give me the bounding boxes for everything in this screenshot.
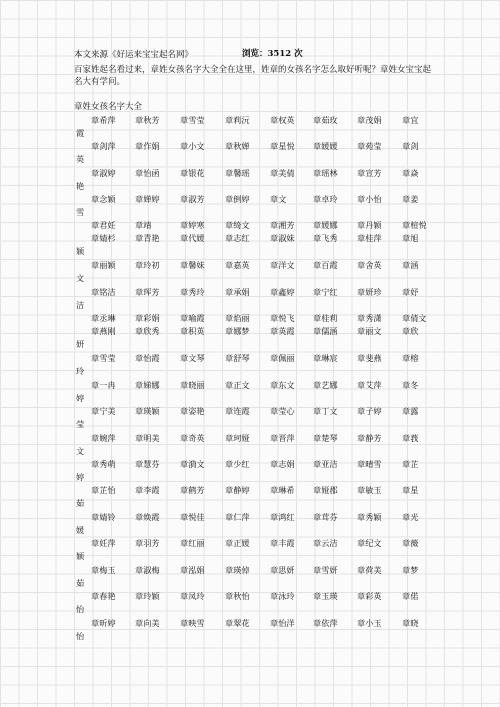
name-entry: 章鹤芳 xyxy=(180,485,205,495)
name-entry: 章楚琴 xyxy=(313,433,338,443)
name-entry: 章娜梦 xyxy=(225,326,250,336)
name-entry: 章代媛 xyxy=(180,233,205,243)
name-entry: 章婷寒 xyxy=(180,220,205,230)
name-entry: 章秀萌 xyxy=(91,459,116,469)
name-entry: 章馨瑶 xyxy=(225,168,250,178)
name-entry: 章怡函 xyxy=(135,168,160,178)
name-entry: 章茂娟 xyxy=(357,115,382,125)
name-entry: 章娣娜 xyxy=(135,380,160,390)
name-entry: 章志红 xyxy=(225,233,250,243)
name-entry: 章彩娟 xyxy=(135,313,160,323)
name-entry: 章舍英 xyxy=(357,260,382,270)
name-entry: 章涵 xyxy=(402,260,419,270)
name-entry: 章梦 xyxy=(402,565,419,575)
name-entry: 章玲初 xyxy=(135,260,160,270)
source-line: 本文来源《好运来宝宝起名网》 xyxy=(74,50,194,60)
name-entry: 章焕霞 xyxy=(135,512,160,522)
name-entry: 章念颖 xyxy=(91,194,116,204)
name-entry: 章积英 xyxy=(180,326,205,336)
name-entry: 章姜 xyxy=(402,194,419,204)
name-wrap-char: 洁 xyxy=(76,300,85,310)
name-entry: 章正文 xyxy=(225,380,250,390)
name-entry: 章志娟 xyxy=(270,459,295,469)
name-entry: 章雪妍 xyxy=(313,565,338,575)
name-entry: 章作娟 xyxy=(135,141,160,151)
name-wrap-char: 颖 xyxy=(76,246,85,256)
name-entry: 章东文 xyxy=(270,380,295,390)
name-entry: 章连霞 xyxy=(225,406,250,416)
name-entry: 章宁红 xyxy=(313,287,338,297)
name-entry: 章莪 xyxy=(402,433,419,443)
name-entry: 章靖 xyxy=(135,220,152,230)
name-entry: 章佩丽 xyxy=(270,353,295,363)
name-entry: 章文琴 xyxy=(180,353,205,363)
name-entry: 章宁美 xyxy=(91,406,116,416)
name-entry: 章婵婷 xyxy=(135,194,160,204)
name-entry: 章焰丽 xyxy=(225,313,250,323)
name-entry: 章敏玉 xyxy=(357,485,382,495)
name-entry: 章仁萍 xyxy=(225,512,250,522)
name-entry: 章英霞 xyxy=(270,326,295,336)
name-entry: 章红丽 xyxy=(180,538,205,548)
name-entry: 章彩英 xyxy=(357,591,382,601)
name-wrap-char: 茹 xyxy=(76,578,85,588)
name-wrap-char: 英 xyxy=(76,154,85,164)
name-entry: 章瑛倬 xyxy=(225,565,250,575)
name-entry: 章星悦 xyxy=(270,141,295,151)
name-entry: 章银花 xyxy=(180,168,205,178)
name-entry: 章秀颖 xyxy=(357,512,382,522)
name-entry: 章儒涵 xyxy=(313,326,338,336)
name-entry: 章静芳 xyxy=(357,433,382,443)
name-wrap-char: 媛 xyxy=(76,525,85,535)
name-entry: 章燕刚 xyxy=(91,326,116,336)
name-entry: 章李霞 xyxy=(135,485,160,495)
name-wrap-char: 颖 xyxy=(76,551,85,561)
name-entry: 章湘芳 xyxy=(270,220,295,230)
name-entry: 章丰霞 xyxy=(270,538,295,548)
name-entry: 章亚洁 xyxy=(313,459,338,469)
name-entry: 章淑芳 xyxy=(180,194,205,204)
name-entry: 章婧铃 xyxy=(91,512,116,522)
name-wrap-char: 怡 xyxy=(76,604,85,614)
name-entry: 章慧芬 xyxy=(135,459,160,469)
name-entry: 章宜 xyxy=(402,115,419,125)
name-entry: 章秀玲 xyxy=(180,287,205,297)
name-entry: 章悦佳 xyxy=(180,512,205,522)
name-wrap-char: 雪 xyxy=(76,207,85,217)
name-entry: 章纪文 xyxy=(357,538,382,548)
name-entry: 章欣 xyxy=(402,326,419,336)
name-entry: 章斐燕 xyxy=(357,353,382,363)
name-entry: 章倩文 xyxy=(402,313,427,323)
name-wrap-char: 婷 xyxy=(76,472,85,482)
name-entry: 章青艳 xyxy=(135,233,160,243)
name-entry: 章偌 xyxy=(402,591,419,601)
name-entry: 章承娟 xyxy=(225,287,250,297)
name-entry: 章剑 xyxy=(402,141,419,151)
name-wrap-char: 茹 xyxy=(76,498,85,508)
name-entry: 章宣芳 xyxy=(357,168,382,178)
name-entry: 章怡洋 xyxy=(270,618,295,628)
name-entry: 章姿艳 xyxy=(180,406,205,416)
name-entry: 章琳宸 xyxy=(313,353,338,363)
name-entry: 章舒琴 xyxy=(225,353,250,363)
name-entry: 章楦悦 xyxy=(402,220,427,230)
name-entry: 章美倩 xyxy=(270,168,295,178)
name-entry: 章丽颖 xyxy=(91,260,116,270)
name-entry: 章莹心 xyxy=(270,406,295,416)
name-wrap-char: 文 xyxy=(76,446,85,456)
name-entry: 章君妊 xyxy=(91,220,116,230)
name-entry: 章剑萍 xyxy=(91,141,116,151)
name-entry: 章丞琳 xyxy=(91,313,116,323)
name-entry: 章云洁 xyxy=(313,538,338,548)
name-entry: 章婉萍 xyxy=(91,433,116,443)
name-wrap-char: 文 xyxy=(76,273,85,283)
name-entry: 章文 xyxy=(270,194,287,204)
name-entry: 章凤玲 xyxy=(180,591,205,601)
name-entry: 章春艳 xyxy=(91,591,116,601)
name-entry: 章正媛 xyxy=(225,538,250,548)
name-entry: 章鑫婷 xyxy=(270,287,295,297)
name-entry: 章昕婷 xyxy=(91,618,116,628)
name-entry: 章芷 xyxy=(402,459,419,469)
name-entry: 章雪莹 xyxy=(180,115,205,125)
name-entry: 章向美 xyxy=(135,618,160,628)
name-entry: 章子婷 xyxy=(357,406,382,416)
name-entry: 章秋婵 xyxy=(225,141,250,151)
name-entry: 章晴雪 xyxy=(357,459,382,469)
name-entry: 章珲芳 xyxy=(135,287,160,297)
name-entry: 章淑妹 xyxy=(270,233,295,243)
name-entry: 章莉沅 xyxy=(225,115,250,125)
name-entry: 章绮文 xyxy=(225,220,250,230)
name-entry: 章明美 xyxy=(135,433,160,443)
name-wrap-char: 婷 xyxy=(76,393,85,403)
name-entry: 章怡霞 xyxy=(135,353,160,363)
section-title: 章姓女孩名字大全 xyxy=(74,102,143,112)
name-entry: 章百霞 xyxy=(313,260,338,270)
name-entry: 章梅玉 xyxy=(91,565,116,575)
name-entry: 章荷美 xyxy=(357,565,382,575)
name-entry: 章欣秀 xyxy=(135,326,160,336)
name-entry: 章妍珍 xyxy=(357,287,382,297)
name-entry: 章映雪 xyxy=(180,618,205,628)
name-entry: 章秀潇 xyxy=(357,313,382,323)
name-entry: 章小文 xyxy=(180,141,205,151)
name-entry: 章晋萍 xyxy=(270,433,295,443)
name-entry: 章淑婷 xyxy=(91,168,116,178)
name-wrap-char: 艳 xyxy=(76,181,85,191)
name-wrap-char: 霞 xyxy=(76,128,85,138)
name-entry: 章艺娜 xyxy=(313,380,338,390)
name-entry: 章羽芳 xyxy=(135,538,160,548)
name-entry: 章薇 xyxy=(402,538,419,548)
name-entry: 章静婷 xyxy=(225,485,250,495)
name-entry: 章馨妹 xyxy=(180,260,205,270)
name-entry: 章瑛颖 xyxy=(135,406,160,416)
name-entry: 章丁文 xyxy=(313,406,338,416)
name-entry: 章嘉英 xyxy=(225,260,250,270)
name-entry: 章小怡 xyxy=(357,194,382,204)
name-entry: 章苑莹 xyxy=(357,141,382,151)
name-entry: 章玲颖 xyxy=(135,591,160,601)
name-entry: 章媛娜 xyxy=(313,220,338,230)
name-entry: 章喻霞 xyxy=(180,313,205,323)
name-entry: 章权英 xyxy=(270,115,295,125)
name-entry: 章艾萍 xyxy=(357,380,382,390)
name-entry: 章思妍 xyxy=(270,565,295,575)
name-entry: 章卓玲 xyxy=(313,194,338,204)
name-wrap-char: 莹 xyxy=(76,419,85,429)
name-entry: 章希萍 xyxy=(91,115,116,125)
name-wrap-char: 玲 xyxy=(76,366,85,376)
name-entry: 章露 xyxy=(402,406,419,416)
view-count: 浏览：3512 次 xyxy=(242,49,303,59)
name-entry: 章泳玲 xyxy=(270,591,295,601)
name-entry: 章铭洁 xyxy=(91,287,116,297)
name-entry: 章翠花 xyxy=(225,618,250,628)
name-entry: 章丽文 xyxy=(357,326,382,336)
name-entry: 章玉瑛 xyxy=(313,591,338,601)
name-wrap-char: 怡 xyxy=(76,631,85,641)
name-entry: 章一冉 xyxy=(91,380,116,390)
name-entry: 章晓丽 xyxy=(180,380,205,390)
name-entry: 章琳希 xyxy=(270,485,295,495)
name-entry: 章倒婷 xyxy=(225,194,250,204)
name-entry: 章妤 xyxy=(402,287,419,297)
name-entry: 章娅郡 xyxy=(313,485,338,495)
name-entry: 章淑梅 xyxy=(135,565,160,575)
name-entry: 章丹颖 xyxy=(357,220,382,230)
name-entry: 章小玉 xyxy=(357,618,382,628)
name-entry: 章妊萍 xyxy=(91,538,116,548)
name-entry: 章少红 xyxy=(225,459,250,469)
name-entry: 章雪莹 xyxy=(91,353,116,363)
name-entry: 章芷怡 xyxy=(91,485,116,495)
name-entry: 章鸿红 xyxy=(270,512,295,522)
name-entry: 章洋文 xyxy=(270,260,295,270)
name-entry: 章榕 xyxy=(402,353,419,363)
name-entry: 章旭 xyxy=(402,233,419,243)
name-entry: 章悦飞 xyxy=(270,313,295,323)
name-entry: 章焱 xyxy=(402,168,419,178)
name-entry: 章茹玫 xyxy=(313,115,338,125)
name-entry: 章飞秀 xyxy=(313,233,338,243)
name-entry: 章漪文 xyxy=(180,459,205,469)
name-entry: 章婧杉 xyxy=(91,233,116,243)
name-entry: 章媛媛 xyxy=(313,141,338,151)
name-entry: 章依萍 xyxy=(313,618,338,628)
name-entry: 章瑶林 xyxy=(313,168,338,178)
intro-paragraph: 百家姓起名看过来，章姓女孩名字大全全在这里，姓章的女孩名字怎么取好听呢？章姓女宝宝起名大有学问。 xyxy=(74,65,432,87)
name-entry: 章泓娟 xyxy=(180,565,205,575)
name-entry: 章桂莉 xyxy=(313,313,338,323)
name-wrap-char: 妍 xyxy=(76,339,85,349)
name-entry: 章桂萍 xyxy=(357,233,382,243)
name-entry: 章奇英 xyxy=(180,433,205,443)
name-entry: 章星 xyxy=(402,485,419,495)
name-entry: 章晓 xyxy=(402,618,419,628)
name-entry: 章冬 xyxy=(402,380,419,390)
name-entry: 章秋怡 xyxy=(225,591,250,601)
name-entry: 章光 xyxy=(402,512,419,522)
name-entry: 章珂娅 xyxy=(225,433,250,443)
name-entry: 章秋芳 xyxy=(135,115,160,125)
name-entry: 章茸芬 xyxy=(313,512,338,522)
